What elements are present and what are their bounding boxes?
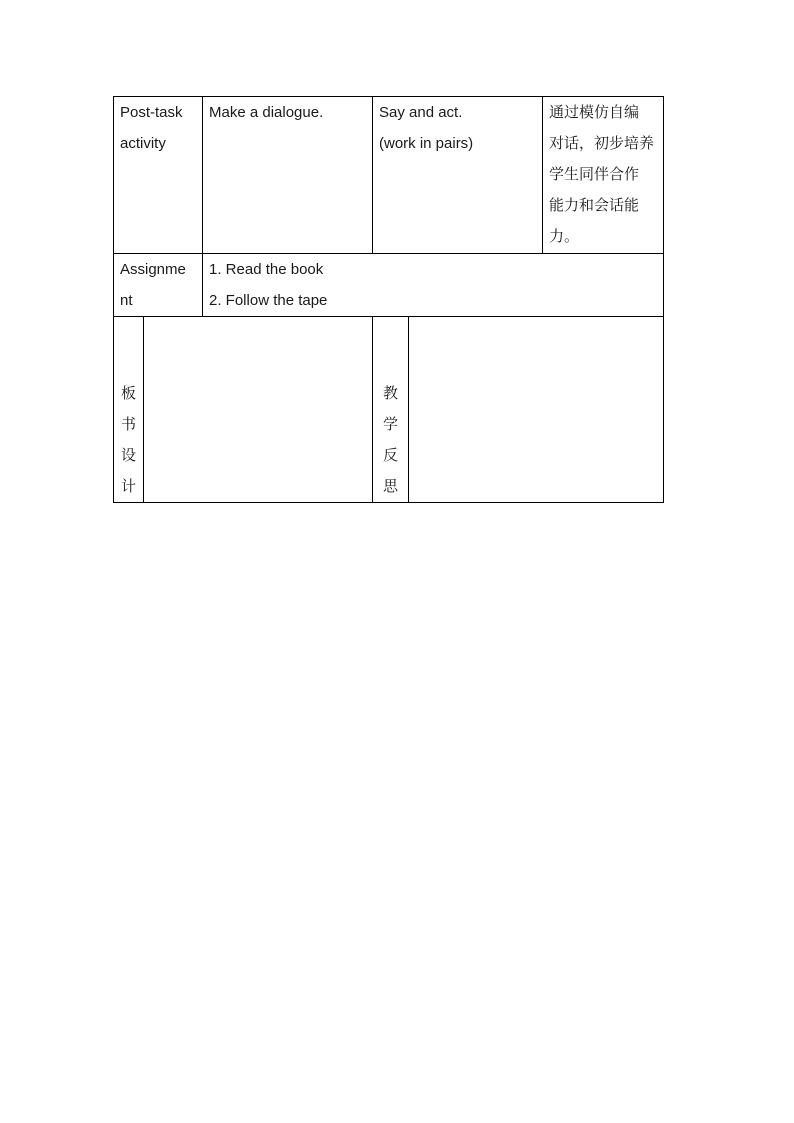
post-task-purpose-cell bbox=[543, 97, 664, 254]
assignment-label-cell bbox=[114, 254, 203, 317]
post-task-label-line1: Post-task bbox=[120, 104, 183, 121]
reflection-label-char: 反 bbox=[382, 446, 398, 464]
board-design-label-char: 书 bbox=[120, 415, 136, 433]
reflection-label-cell bbox=[373, 317, 409, 503]
assignment-item: 1. Read the book bbox=[209, 261, 324, 278]
board-design-label-char: 设 bbox=[120, 446, 136, 464]
board-design-content-cell bbox=[144, 317, 373, 503]
assignment-label-line1: Assignme bbox=[120, 261, 186, 278]
post-task-label-line2: activity bbox=[120, 135, 166, 152]
board-design-label-char: 板 bbox=[120, 384, 136, 402]
assignment-label-line2: nt bbox=[120, 292, 133, 309]
post-task-method-line2: (work in pairs) bbox=[379, 135, 474, 152]
post-task-purpose-line: 能力和会话能 bbox=[549, 196, 640, 214]
assignment-content-cell bbox=[203, 254, 664, 317]
post-task-method-line1: Say and act. bbox=[379, 104, 463, 121]
post-task-method-cell bbox=[373, 97, 543, 254]
post-task-content: Make a dialogue. bbox=[209, 104, 324, 121]
board-design-label-cell bbox=[114, 317, 144, 503]
lesson-plan-table bbox=[113, 96, 664, 503]
post-task-purpose-line: 力。 bbox=[549, 227, 580, 245]
post-task-purpose-line: 学生同伴合作 bbox=[549, 165, 640, 183]
reflection-label-char: 思 bbox=[382, 477, 398, 495]
post-task-purpose-line: 对话，初步培养 bbox=[549, 134, 655, 152]
post-task-purpose-line: 通过模仿自编 bbox=[549, 103, 640, 121]
reflection-content-cell bbox=[409, 317, 664, 503]
assignment-item: 2. Follow the tape bbox=[209, 292, 328, 309]
post-task-content-cell bbox=[203, 97, 373, 254]
reflection-label-char: 学 bbox=[382, 415, 398, 433]
reflection-label-char: 教 bbox=[382, 384, 398, 402]
board-design-label-char: 计 bbox=[120, 477, 136, 495]
post-task-label-cell bbox=[114, 97, 203, 254]
